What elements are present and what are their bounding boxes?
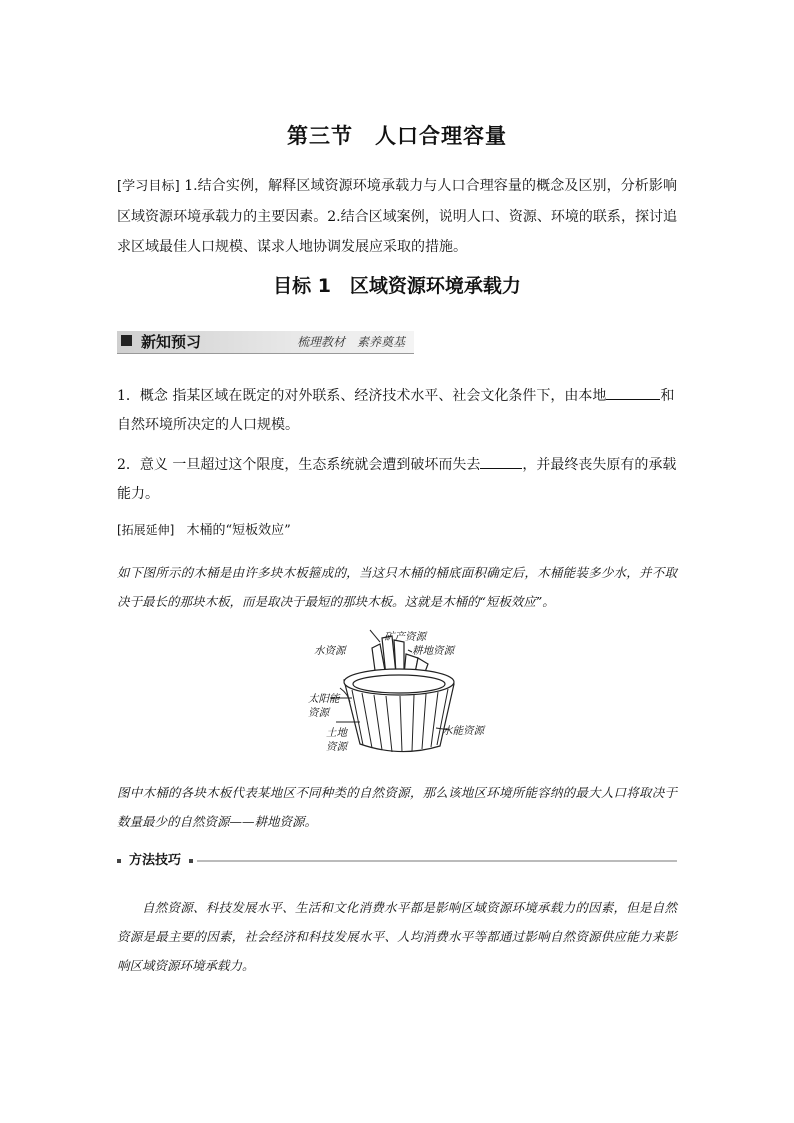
learning-goals-text: 1.结合实例，解释区域资源环境承载力与人口合理容量的概念及区别，分析影响区域资源环境承载力的主要因素。2.结合区域案例，说明人口、资源、环境的联系，探讨追求区域最佳人口规模、谋求人地协调发展应采取的措施。	[117, 178, 678, 255]
item-concept-text-b: 和自然环境所决定的人口规模。	[117, 388, 675, 433]
section-heading: 目标 1 区域资源环境承载力	[273, 275, 521, 297]
method-label: 方法技巧	[129, 853, 182, 868]
item-concept-prefix: 1．概念	[117, 388, 168, 404]
learning-goals	[117, 171, 677, 262]
item-significance-text-b: ，并最终丧失原有的承载能力。	[117, 457, 677, 502]
label-farmland: 耕地资源	[412, 645, 454, 657]
barrel-figure	[300, 628, 500, 758]
method-divider	[117, 852, 677, 870]
fill-in-blank[interactable]	[606, 385, 660, 400]
banner-label: 新知预习	[141, 333, 202, 351]
item-significance	[117, 451, 677, 509]
extension-paragraph: 如下图所示的木桶是由许多块木板箍成的，当这只木桶的桶底面积确定后，木桶能装多少水，并不取决于最长的那块木板，而是取决于最短的那块木板。这就是木桶的“短板效应”。	[117, 565, 677, 609]
item-significance-prefix: 2．意义	[117, 457, 168, 473]
divider-dot-icon	[117, 859, 121, 863]
label-hydro: 水能资源	[442, 725, 484, 737]
banner-side-text: 梳理教材 素养奠基	[297, 335, 406, 349]
label-mineral: 矿产资源	[384, 631, 426, 643]
item-significance-text-a: 一旦超过这个限度，生态系统就会遭到破坏而失去	[172, 457, 481, 473]
label-land: 土地资源	[326, 727, 347, 753]
page-title: 第三节 人口合理容量	[287, 124, 507, 148]
banner-square-icon	[121, 335, 132, 346]
learning-goals-tag: [学习目标]	[117, 179, 180, 194]
extension-title: 木桶的“短板效应”	[186, 523, 291, 538]
label-water: 水资源	[314, 645, 346, 657]
figure-explanation: 图中木桶的各块木板代表某地区不同种类的自然资源，那么该地区环境所能容纳的最大人口将取决于数量最少的自然资源——耕地资源。	[117, 785, 677, 829]
extension-tag: [拓展延伸]	[117, 523, 175, 537]
item-concept	[117, 382, 677, 440]
divider-dot-icon	[189, 859, 193, 863]
fill-in-blank[interactable]	[480, 454, 522, 469]
section-banner	[117, 331, 414, 354]
item-concept-text-a: 指某区域在既定的对外联系、经济技术水平、社会文化条件下，由本地	[172, 388, 607, 404]
divider-line	[197, 860, 677, 862]
extension-heading	[117, 519, 291, 538]
method-paragraph: 自然资源、科技发展水平、生活和文化消费水平都是影响区域资源环境承载力的因素，但是自然资源是最主要的因素，社会经济和科技发展水平、人均消费水平等都通过影响自然资源供应能力来影响区域资源环境承载力。	[117, 900, 677, 973]
label-solar: 太阳能资源	[308, 693, 340, 719]
